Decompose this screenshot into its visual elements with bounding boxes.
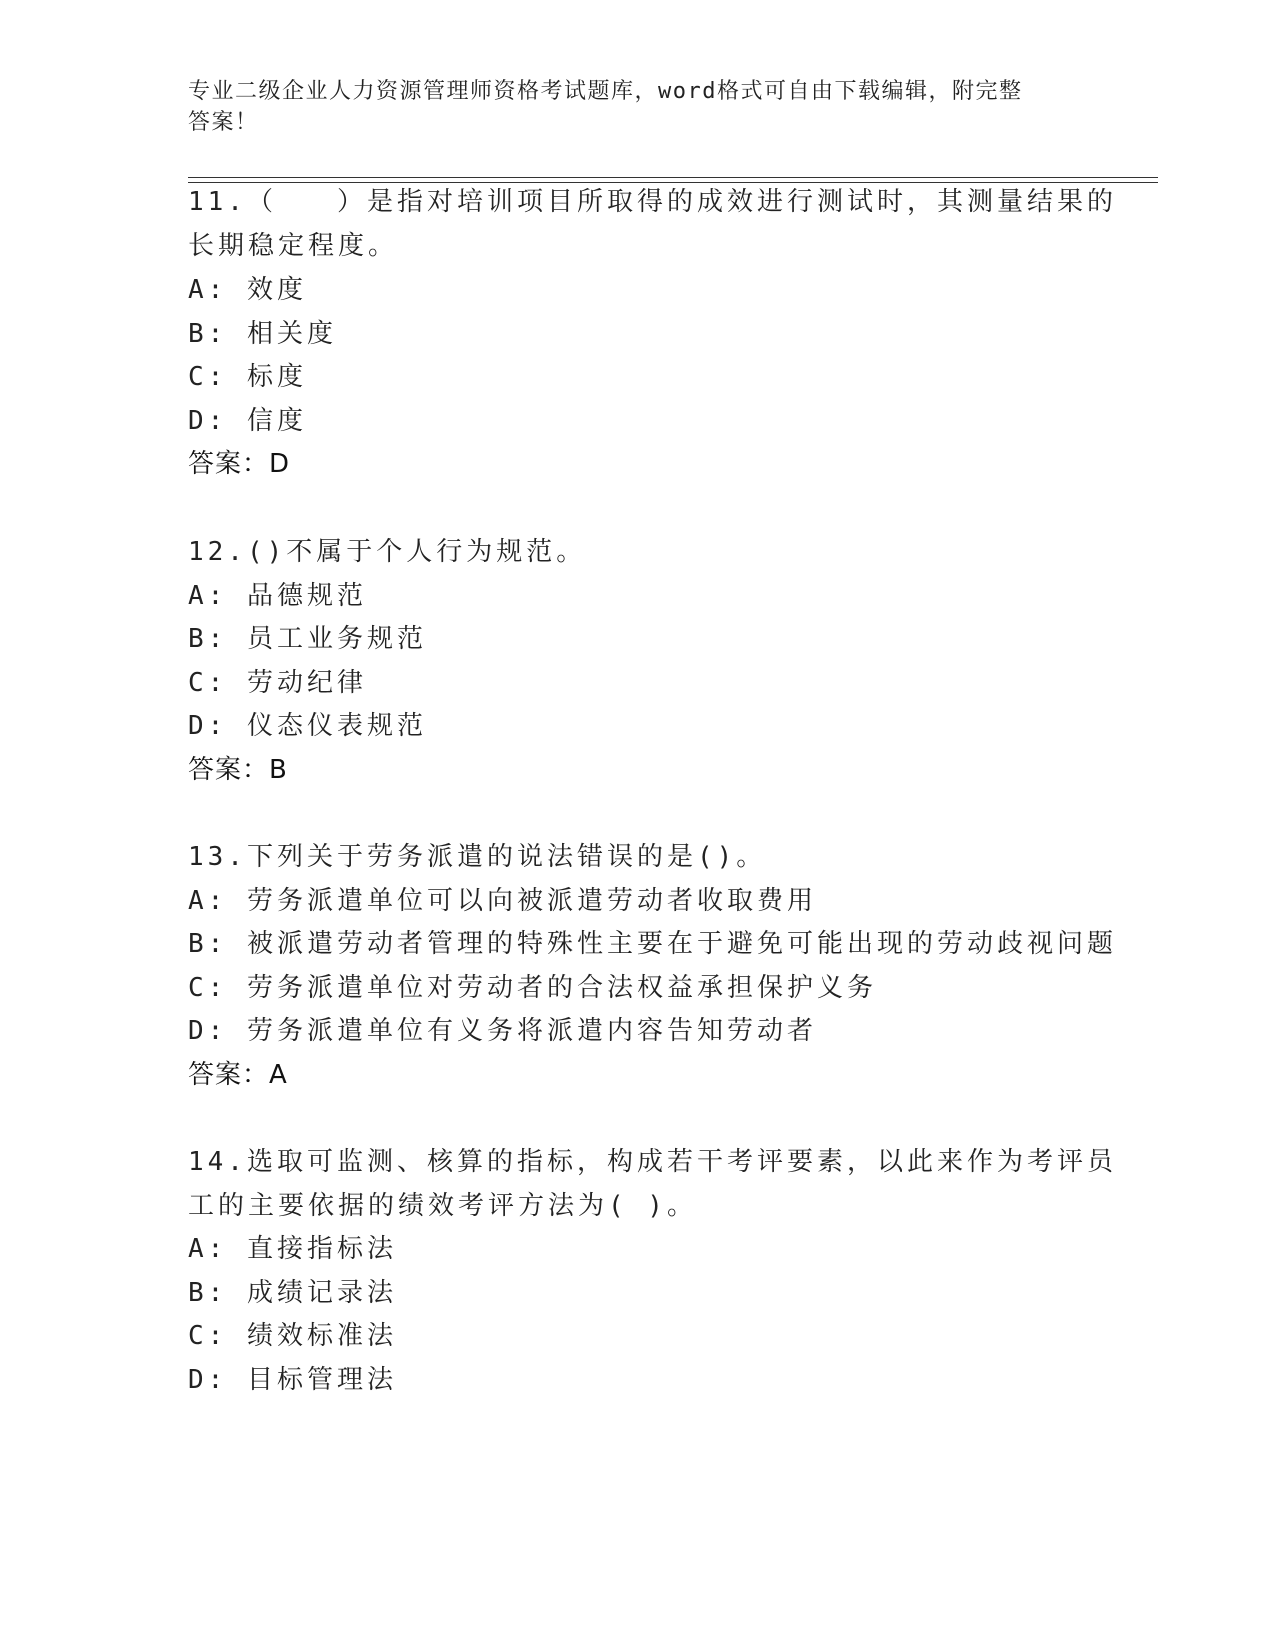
question-11-answer: 答案：D	[188, 449, 291, 479]
question-13-option-a: A: 劳务派遣单位可以向被派遣劳动者收取费用	[188, 886, 817, 916]
question-13-option-d: D: 劳务派遣单位有义务将派遣内容告知劳动者	[188, 1016, 817, 1046]
question-12-option-b: B: 员工业务规范	[188, 624, 427, 654]
header-divider-top	[188, 177, 1158, 178]
question-13-option-b: B: 被派遣劳动者管理的特殊性主要在于避免可能出现的劳动歧视问题	[188, 929, 1117, 959]
question-11-stem-line-1: 11.（ ）是指对培训项目所取得的成效进行测试时，其测量结果的	[188, 187, 1117, 217]
question-11-option-c: C: 标度	[188, 362, 307, 392]
header-divider-bottom	[188, 182, 1158, 183]
question-14-stem-line-1: 14.选取可监测、核算的指标，构成若干考评要素，以此来作为考评员	[188, 1147, 1117, 1177]
question-14-option-d: D: 目标管理法	[188, 1365, 397, 1395]
document-header-line-1: 专业二级企业人力资源管理师资格考试题库，word格式可自由下载编辑，附完整	[188, 79, 1023, 104]
question-12-option-a: A: 品德规范	[188, 581, 367, 611]
question-11-option-a: A: 效度	[188, 275, 307, 305]
question-12-option-d: D: 仪态仪表规范	[188, 711, 427, 741]
question-13-stem-line-1: 13.下列关于劳务派遣的说法错误的是()。	[188, 842, 767, 872]
question-14-stem-line-2: 工的主要依据的绩效考评方法为( )。	[188, 1191, 697, 1221]
question-12-answer: 答案：B	[188, 755, 288, 785]
question-11-option-d: D: 信度	[188, 406, 307, 436]
question-12-option-c: C: 劳动纪律	[188, 668, 367, 698]
question-13-option-c: C: 劳务派遣单位对劳动者的合法权益承担保护义务	[188, 973, 877, 1003]
question-13-answer: 答案：A	[188, 1060, 288, 1090]
question-14-option-c: C: 绩效标准法	[188, 1321, 397, 1351]
document-header-line-2: 答案！	[188, 110, 259, 135]
question-11-stem-line-2: 长期稳定程度。	[188, 231, 399, 261]
question-14-option-a: A: 直接指标法	[188, 1234, 397, 1264]
question-12-stem-line-1: 12.()不属于个人行为规范。	[188, 537, 587, 567]
question-11-option-b: B: 相关度	[188, 319, 337, 349]
question-14-option-b: B: 成绩记录法	[188, 1278, 397, 1308]
